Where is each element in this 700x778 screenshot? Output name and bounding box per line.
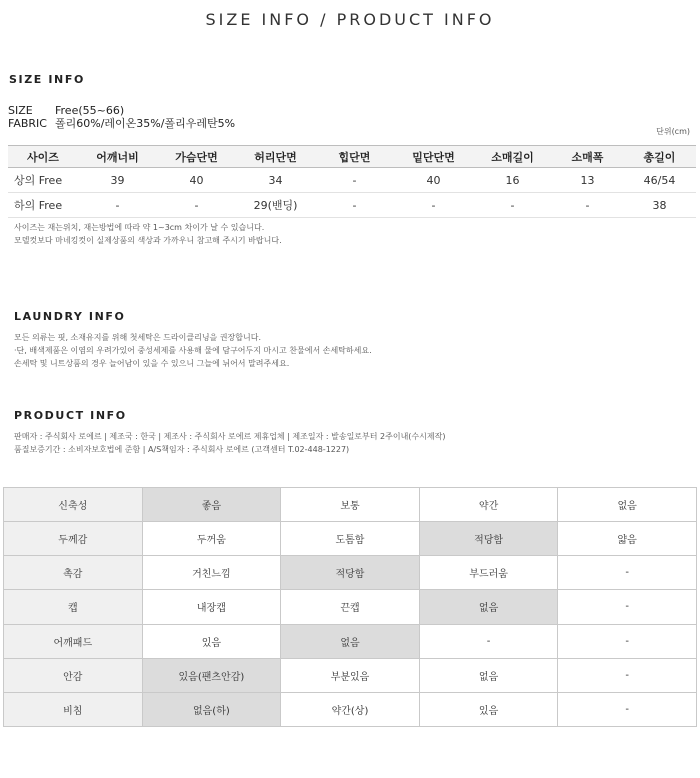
product-line: 판매자 : 주식회사 로에르 | 제조국 : 한국 | 제조사 : 주식회사 로에르 제휴업체 | 제조일자 : 발송일로부터 2주이내(수시제작) <box>14 432 446 441</box>
fabric-value: 폴리60%/레이온35%/폴리우레탄5% <box>55 117 236 130</box>
table-row <box>8 193 696 218</box>
table-cell: - <box>78 193 157 218</box>
column-header: 소매폭 <box>552 146 623 168</box>
attribute-option-selected: 적당함 <box>419 522 558 556</box>
table-cell: - <box>552 193 623 218</box>
attribute-name: 캡 <box>4 590 143 624</box>
product-info-heading: PRODUCT INFO <box>14 409 127 422</box>
product-text <box>14 430 445 456</box>
attribute-option: 있음 <box>142 624 281 658</box>
column-header: 힙단면 <box>315 146 394 168</box>
attribute-option-selected: 없음 <box>419 590 558 624</box>
attribute-row <box>4 692 697 726</box>
attribute-row <box>4 624 697 658</box>
attribute-row <box>4 590 697 624</box>
attribute-option-selected: 적당함 <box>281 556 420 590</box>
attribute-option: 부분있음 <box>281 658 420 692</box>
unit-label: 단위(cm) <box>656 127 690 136</box>
laundry-line: 손세탁 및 니트상품의 경우 늘어남이 있을 수 있으니 그늘에 뉘어서 말려주세요. <box>14 359 290 368</box>
size-spec <box>8 104 124 117</box>
column-header: 총길이 <box>623 146 696 168</box>
column-header: 가슴단면 <box>157 146 236 168</box>
attribute-option: 부드러움 <box>419 556 558 590</box>
column-header: 밑단단면 <box>394 146 473 168</box>
table-cell: 39 <box>78 168 157 193</box>
table-cell: 상의 Free <box>8 168 78 193</box>
size-table <box>8 145 696 218</box>
attribute-option-selected: 있음(팬츠안감) <box>142 658 281 692</box>
attribute-option-selected: 없음 <box>281 624 420 658</box>
size-table-header <box>8 146 696 168</box>
attribute-option: 없음 <box>419 658 558 692</box>
attribute-option-selected: 없음(하) <box>142 692 281 726</box>
laundry-text <box>14 331 372 370</box>
attribute-option: 끈캡 <box>281 590 420 624</box>
size-info-heading: SIZE INFO <box>9 73 85 86</box>
table-cell: 13 <box>552 168 623 193</box>
attribute-option: 보통 <box>281 488 420 522</box>
attribute-option: - <box>558 658 697 692</box>
page-title: SIZE INFO / PRODUCT INFO <box>205 10 495 29</box>
attribute-option: 내장캡 <box>142 590 281 624</box>
attribute-row <box>4 488 697 522</box>
attribute-option: 있음 <box>419 692 558 726</box>
table-cell: 40 <box>394 168 473 193</box>
attribute-option: 거친느낌 <box>142 556 281 590</box>
attribute-option: - <box>558 556 697 590</box>
table-cell: - <box>157 193 236 218</box>
table-cell: 29(밴딩) <box>236 193 315 218</box>
laundry-info-heading: LAUNDRY INFO <box>14 310 126 323</box>
size-notes <box>14 221 282 247</box>
attribute-row <box>4 556 697 590</box>
table-cell: 38 <box>623 193 696 218</box>
size-value: Free(55~66) <box>55 104 125 117</box>
attribute-option: - <box>558 624 697 658</box>
column-header: 어깨너비 <box>78 146 157 168</box>
table-cell: 하의 Free <box>8 193 78 218</box>
table-cell: - <box>394 193 473 218</box>
attribute-name: 신축성 <box>4 488 143 522</box>
attribute-name: 비침 <box>4 692 143 726</box>
column-header: 허리단면 <box>236 146 315 168</box>
attribute-option: 도톰함 <box>281 522 420 556</box>
attribute-name: 촉감 <box>4 556 143 590</box>
laundry-line: ·단, 배색제품은 이염의 우려가있어 중성세제를 사용해 물에 담구어두지 마시고 찬물에서 손세탁하세요. <box>14 346 372 355</box>
table-cell: - <box>315 193 394 218</box>
column-header: 사이즈 <box>8 146 78 168</box>
table-cell: - <box>473 193 552 218</box>
column-header: 소매길이 <box>473 146 552 168</box>
size-key: SIZE <box>8 104 33 117</box>
attribute-name: 두께감 <box>4 522 143 556</box>
table-cell: 34 <box>236 168 315 193</box>
attribute-option: - <box>558 692 697 726</box>
attribute-option: 없음 <box>558 488 697 522</box>
product-attribute-table <box>3 487 697 727</box>
note-line: 모델컷보다 마네킹컷이 실제상품의 색상과 가까우니 참고해 주시기 바랍니다. <box>14 236 282 245</box>
fabric-spec <box>8 117 235 130</box>
attribute-option: - <box>419 624 558 658</box>
laundry-line: 모든 의류는 핏, 소재유지를 위해 첫세탁은 드라이클리닝을 권장합니다. <box>14 333 261 342</box>
attribute-option-selected: 좋음 <box>142 488 281 522</box>
table-row <box>8 168 696 193</box>
product-line: 품질보증기간 : 소비자보호법에 준함 | A/S책임자 : 주식회사 로에르 (고객센터 T.02-448-1227) <box>14 445 350 454</box>
attribute-row <box>4 522 697 556</box>
attribute-option: 얇음 <box>558 522 697 556</box>
table-cell: 46/54 <box>623 168 696 193</box>
attribute-option: - <box>558 590 697 624</box>
attribute-option: 약간 <box>419 488 558 522</box>
note-line: 사이즈는 재는위치, 재는방법에 따라 약 1~3cm 차이가 날 수 있습니다. <box>14 223 265 232</box>
attribute-option: 두꺼움 <box>142 522 281 556</box>
fabric-key: FABRIC <box>8 117 47 130</box>
table-cell: 16 <box>473 168 552 193</box>
attribute-name: 어깨패드 <box>4 624 143 658</box>
table-cell: 40 <box>157 168 236 193</box>
table-cell: - <box>315 168 394 193</box>
attribute-name: 안감 <box>4 658 143 692</box>
attribute-option: 약간(상) <box>281 692 420 726</box>
attribute-row <box>4 658 697 692</box>
